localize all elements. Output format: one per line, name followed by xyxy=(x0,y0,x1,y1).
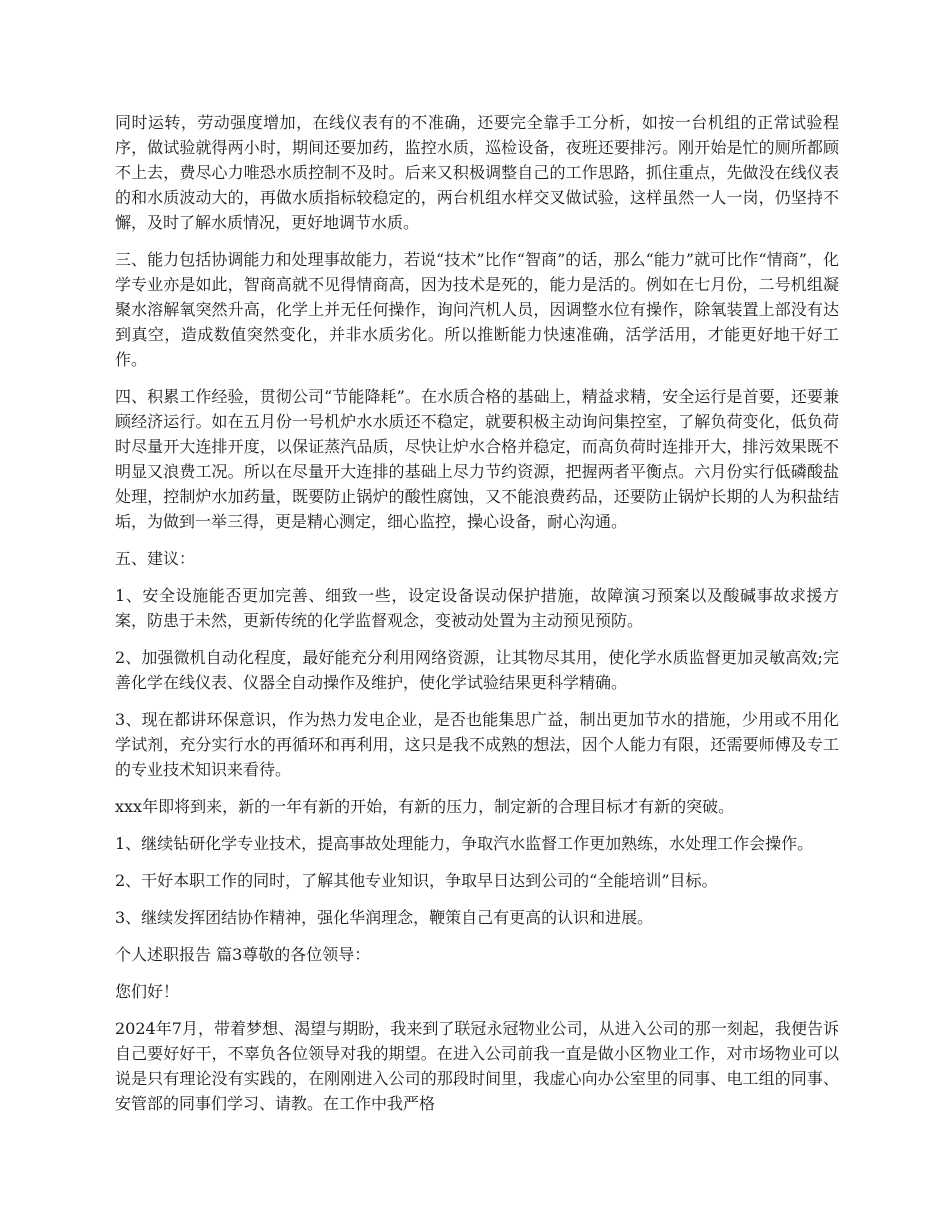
document-body xyxy=(115,110,839,1116)
paragraph-suggestion-2: 2、加强微机自动化程度，最好能充分利用网络资源，让其物尽其用，使化学水质监督更加灵敏高效;完善化学在线仪表、仪器全自动操作及维护，使化学试验结果更科学精确。 xyxy=(115,648,839,692)
paragraph-ability: 三、能力包括协调能力和处理事故能力，若说“技术”比作“智商”的话，那么“能力”就可比作“情商”，化学专业亦是如此，智商高就不见得情商高，因为技术是死的，能力是活的。例如在七月份，二号机组凝聚水溶解氧突然升高，化学上并无任何操作，询问汽机人员，因调整水位有操作，除氧装置上部没有达到真空，造成数值突然变化，并非水质劣化。所以推断能力快速准确，活学活用，才能更好地干好工作。 xyxy=(115,250,839,369)
paragraph-greeting: 您们好！ xyxy=(115,982,180,1001)
paragraph-intro: 2024年7月，带着梦想、渴望与期盼，我来到了联冠永冠物业公司，从进入公司的那一刻起，我便告诉自己要好好干，不辜负各位领导对我的期望。在进入公司前我一直是做小区物业工作，对市场物业可以说是只有理论没有实践的，在刚刚进入公司的那段时间里，我虚心向办公室里的同事、电工组的同事、安管部的同事们学习、请教。在工作中我严格 xyxy=(115,1019,839,1113)
paragraph-goal-1: 1、继续钻研化学专业技术，提高事故处理能力，争取汽水监督工作更加熟练，水处理工作会操作。 xyxy=(115,834,814,853)
paragraph-suggestions-heading: 五、建议： xyxy=(115,549,196,568)
paragraph-water-quality-work: 同时运转，劳动强度增加，在线仪表有的不准确，还要完全靠手工分析，如按一台机组的正常试验程序，做试验就得两小时，期间还要加药，监控水质，巡检设备，夜班还要排污。刚开始是忙的厕所都顾不上去，费尽心力唯恐水质控制不及时。后来又积极调整自己的工作思路，抓住重点，先做没在线仪表的和水质波动大的，再做水质指标较稳定的，两台机组水样交叉做试验，这样虽然一人一岗，仍坚持不懈，及时了解水质情况，更好地调节水质。 xyxy=(115,113,839,232)
paragraph-report-3-title: 个人述职报告 篇3尊敬的各位领导： xyxy=(115,945,371,964)
paragraph-experience: 四、积累工作经验，贯彻公司“节能降耗”。在水质合格的基础上，精益求精，安全运行是首要，还要兼顾经济运行。如在五月份一号机炉水水质还不稳定，就要积极主动询问集控室，了解负荷变化，低负荷时尽量开大连排开度，以保证蒸汽品质，尽快让炉水合格并稳定，而高负荷时连排开大，排污效果既不明显又浪费工况。所以在尽量开大连排的基础上尽力节约资源，把握两者平衡点。六月份实行低磷酸盐处理，控制炉水加药量，既要防止锅炉的酸性腐蚀，又不能浪费药品，还要防止锅炉长期的人为积盐结垢，为做到一举三得，更是精心测定，细心监控，操心设备，耐心沟通。 xyxy=(115,387,839,531)
paragraph-suggestion-1: 1、安全设施能否更加完善、细致一些，设定设备误动保护措施，故障演习预案以及酸碱事故求援方案，防患于未然，更新传统的化学监督观念，变被动处置为主动预见预防。 xyxy=(115,586,839,630)
paragraph-new-year: xxx年即将到来，新的一年有新的开始，有新的压力，制定新的合理目标才有新的突破。 xyxy=(115,797,735,816)
paragraph-suggestion-3: 3、现在都讲环保意识，作为热力发电企业，是否也能集思广益，制出更加节水的措施，少用或不用化学试剂，充分实行水的再循环和再利用，这只是我不成熟的想法，因个人能力有限，还需要师傅及专工的专业技术知识来看待。 xyxy=(115,710,839,779)
paragraph-goal-2: 2、干好本职工作的同时，了解其他专业知识，争取早日达到公司的“全能培训”目标。 xyxy=(115,871,718,890)
paragraph-goal-3: 3、继续发挥团结协作精神，强化华润理念，鞭策自己有更高的认识和进展。 xyxy=(115,908,654,927)
